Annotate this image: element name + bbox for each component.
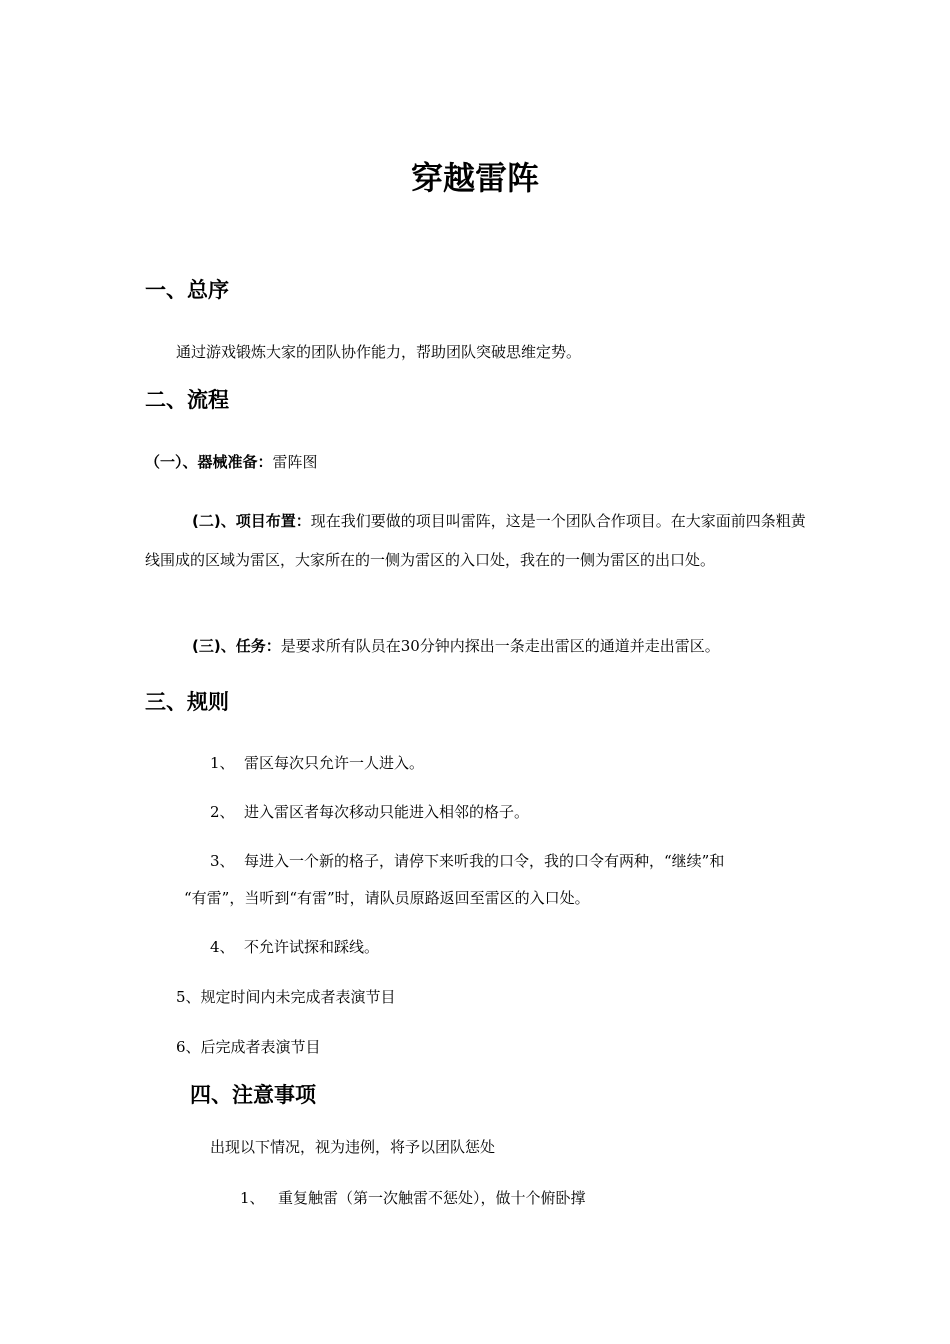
notes-text: 重复触雷（第一次触雷不惩处），做十个俯卧撑 [278, 1189, 586, 1207]
equipment-paragraph [145, 450, 318, 474]
rule-text: 雷区每次只允许一人进入。 [244, 754, 425, 772]
rule-continuation: “有雷”，当听到“有雷”时，请队员原路返回至雷区的入口处。 [184, 889, 590, 907]
task-label: (三)、任务： [192, 637, 281, 655]
rule-number: 3、 [210, 852, 235, 870]
rule-text: 不允许试探和踩线。 [244, 938, 380, 956]
rule-extra: 5、规定时间内未完成者表演节目 [176, 988, 396, 1006]
rule-text: 进入雷区者每次移动只能进入相邻的格子。 [244, 803, 530, 821]
rule-number: 4、 [210, 938, 235, 956]
section-heading-overview: 一、总序 [145, 278, 229, 302]
rule-item [210, 751, 424, 775]
rule-text: 每进入一个新的格子，请停下来听我的口令，我的口令有两种，“继续”和 [244, 852, 725, 870]
overview-text: 通过游戏锻炼大家的团队协作能力，帮助团队突破思维定势。 [176, 343, 582, 361]
rule-item [210, 800, 529, 824]
rule-item [210, 935, 379, 959]
task-paragraph [192, 634, 720, 658]
layout-label: (二)、项目布置： [192, 512, 311, 530]
equipment-label: （一）、器械准备： [145, 453, 273, 471]
task-text: 是要求所有队员在30分钟内探出一条走出雷区的通道并走出雷区。 [280, 637, 720, 655]
section-heading-notes: 四、注意事项 [190, 1083, 316, 1107]
rule-number: 1、 [210, 754, 235, 772]
rule-item [210, 849, 724, 873]
document-title: 穿越雷阵 [410, 159, 539, 197]
section-heading-rules: 三、规则 [145, 690, 229, 714]
notes-item [240, 1186, 586, 1210]
equipment-text: 雷阵图 [272, 453, 318, 471]
notes-intro: 出现以下情况，视为违例，将予以团队惩处 [210, 1138, 496, 1156]
layout-paragraph [145, 502, 810, 580]
layout-text: 现在我们要做的项目叫雷阵，这是一个团队合作项目。在大家面前四条粗黄线围成的区域为雷区，大家所在的一侧为雷区的入口处，我在的一侧为雷区的出口处。 [145, 512, 806, 569]
section-heading-process: 二、流程 [145, 388, 229, 412]
rule-extra: 6、后完成者表演节目 [176, 1038, 321, 1056]
notes-number: 1、 [240, 1189, 265, 1207]
rule-number: 2、 [210, 803, 235, 821]
